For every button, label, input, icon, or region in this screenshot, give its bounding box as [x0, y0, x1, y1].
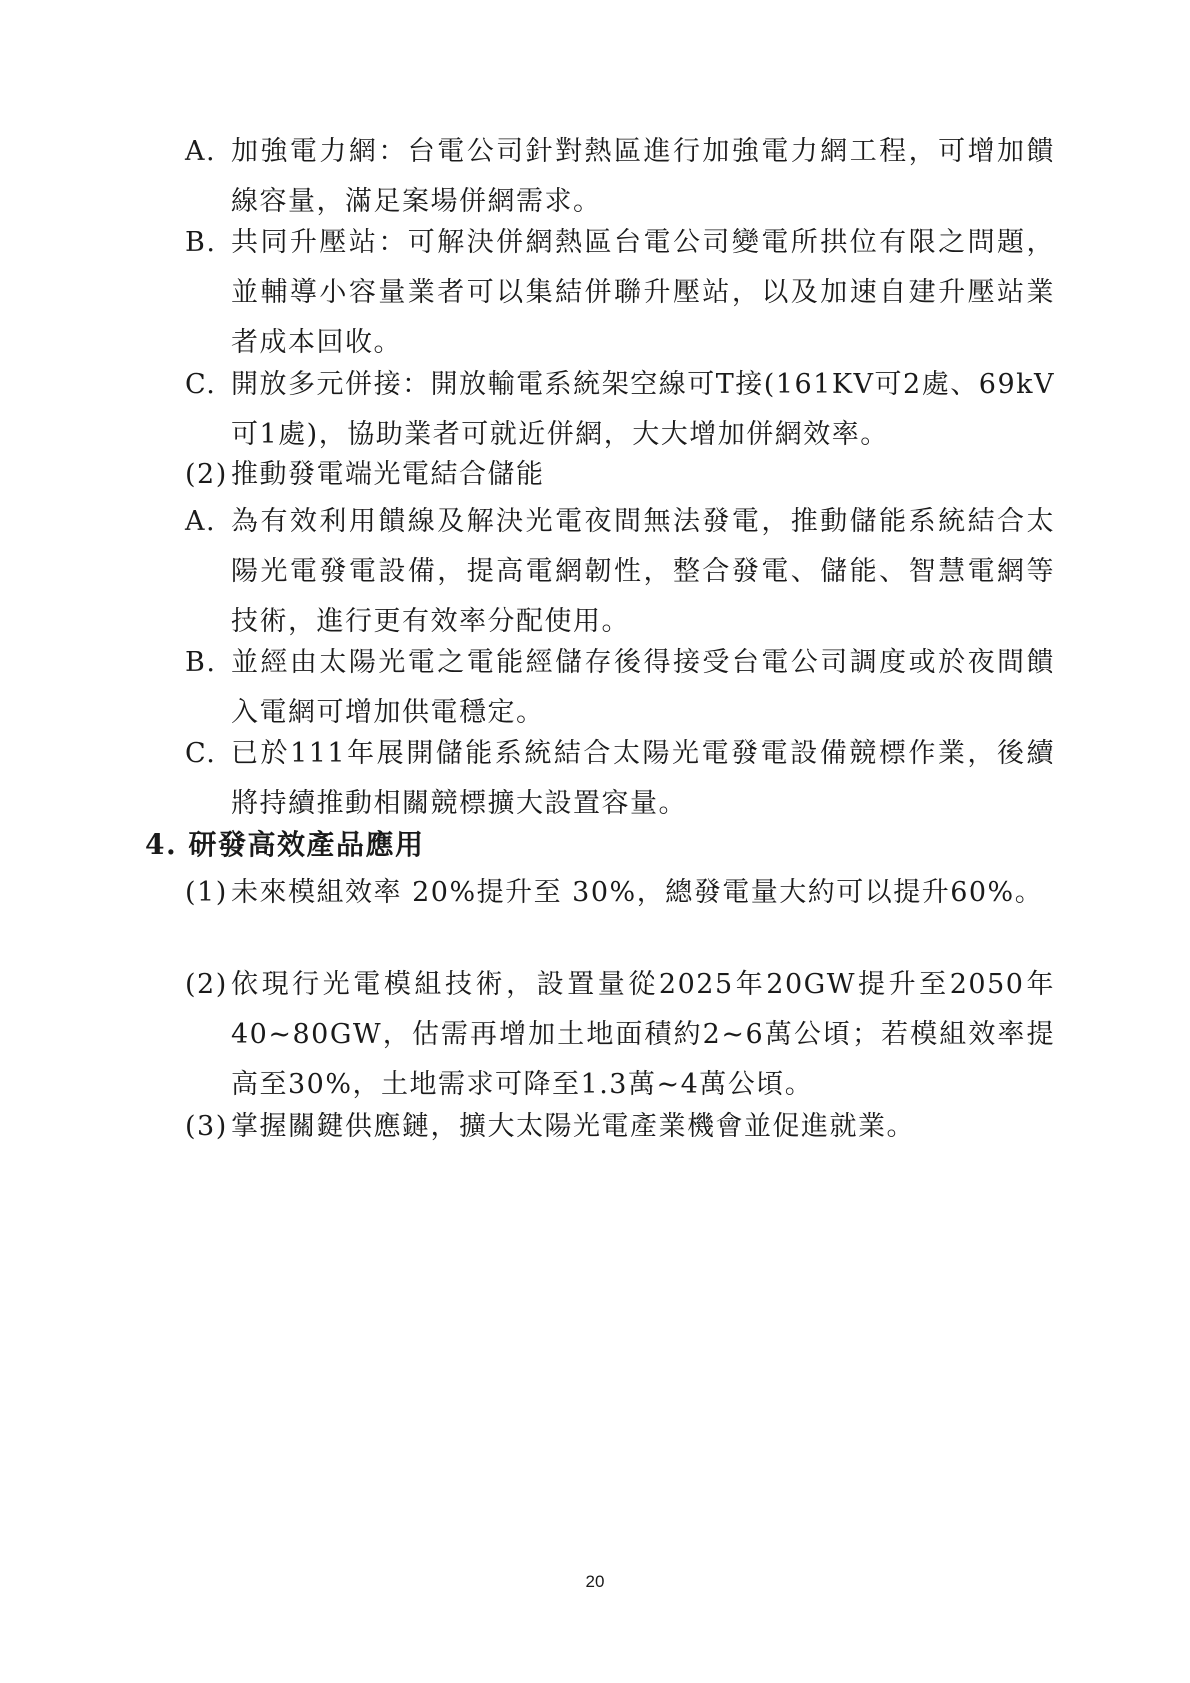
section-heading: 4. 研發高效產品應用	[145, 828, 425, 861]
item-text: 加強電力網：台電公司針對熱區進行加強電力網工程，可增加饋線容量，滿足案場併網需求。	[231, 136, 1055, 217]
list-item-supply-chain	[185, 1102, 1055, 1152]
item-text: 依現行光電模組技術，設置量從2025年20GW提升至2050年40~80GW，估需再增加土地面積約2~6萬公頃；若模組效率提高至30%，土地需求可降至1.3萬~4萬公頃。	[231, 969, 1055, 1100]
list-item-power-grid	[185, 127, 1055, 227]
item-text: 未來模組效率 20%提升至 30%，總發電量大約可以提升60%。	[231, 877, 1044, 908]
page-number: 20	[585, 1572, 605, 1591]
item-text: 推動發電端光電結合儲能	[231, 459, 545, 490]
list-item-booster-station	[185, 218, 1055, 368]
item-text: 共同升壓站：可解決併網熱區台電公司變電所拱位有限之問題，並輔導小容量業者可以集結併聯升壓站，以及加速自建升壓站業者成本回收。	[231, 227, 1055, 358]
list-item-storage-subheading	[185, 450, 1055, 500]
item-label: (2)	[185, 969, 228, 1000]
list-item-module-efficiency	[185, 868, 1055, 918]
item-text: 已於111年展開儲能系統結合太陽光電發電設備競標作業，後續將持續推動相關競標擴大設置容量。	[231, 738, 1055, 819]
item-label: (3)	[185, 1111, 228, 1142]
list-item-dispatch	[185, 638, 1055, 738]
item-label: (1)	[185, 877, 228, 908]
list-item-storage-efficiency	[185, 497, 1055, 647]
item-text: 開放多元併接：開放輸電系統架空線可T接(161KV可2處、69kV可1處)，協助業者可就近併網，大大增加併網效率。	[231, 369, 1055, 450]
item-label: B.	[185, 647, 217, 678]
item-label: A.	[185, 136, 217, 167]
item-text: 並經由太陽光電之電能經儲存後得接受台電公司調度或於夜間饋入電網可增加供電穩定。	[231, 647, 1055, 728]
item-label: B.	[185, 227, 217, 258]
list-item-installation-target	[185, 960, 1055, 1110]
item-label: C.	[185, 369, 217, 400]
item-label: C.	[185, 738, 217, 769]
item-label: (2)	[185, 459, 228, 490]
list-item-bidding	[185, 729, 1055, 829]
item-text: 掌握關鍵供應鏈，擴大太陽光電產業機會並促進就業。	[231, 1111, 915, 1142]
list-item-multi-connection	[185, 360, 1055, 460]
item-label: A.	[185, 506, 217, 537]
item-text: 為有效利用饋線及解決光電夜間無法發電，推動儲能系統結合太陽光電發電設備，提高電網韌性，整合發電、儲能、智慧電網等技術，進行更有效率分配使用。	[231, 506, 1055, 637]
